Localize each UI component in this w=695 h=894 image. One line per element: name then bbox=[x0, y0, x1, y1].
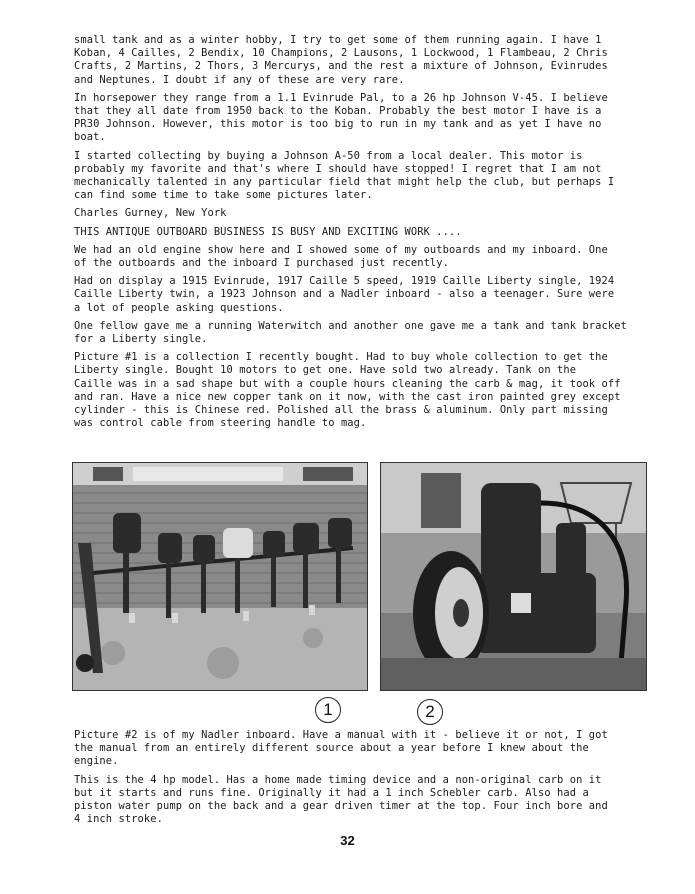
photo-nadler-inboard bbox=[380, 462, 647, 691]
paragraph: small tank and as a winter hobby, I try to get some of them running again. I have 1 Koban, 4 Cailles, 2 Bendix, 10 Champions, 2 Lausons, 1 Lockwood, 1 Flambeau, 2 Chris Crafts, 2 Martins, 2 Thors, 3 Mercurys, and the rest a mixture of Johnson, Evinrudes and Neptunes. I doubt if any of these are very rare. bbox=[74, 34, 608, 86]
paragraph: We had an old engine show here and I showed some of my outboards and my inboard. One of the outboards and the inboard I purchased just recently. bbox=[74, 243, 608, 270]
photo-outboard-collection bbox=[72, 462, 368, 691]
paragraph: This is the 4 hp model. Has a home made timing device and a non-original carb on it but it starts and runs fine. Originally it had a 1 inch Schebler carb. Also had a piston water pump on the back and a gear driven timer at the top. Four inch bore and 4 inch stroke. bbox=[74, 773, 608, 826]
paragraph: Had on display a 1915 Evinrude, 1917 Caille 5 speed, 1919 Caille Liberty single, 1924 Caille Liberty twin, a 1923 Johnson and a Nadler inboard - also a teenager. Sure were a lot of people asking questions. bbox=[74, 275, 615, 314]
paragraph: Picture #1 is a collection I recently bought. Had to buy whole collection to get the Liberty single. Bought 10 motors to get one. Have sold two already. Tank on the Caille was in a sad shape but with a couple hours cleaning the carb & mag, it took off and ran. Have a nice new copper tank on it now, with the cast iron painted grey except cylinder - this is Chinese red. Polished all the brass & aluminum. Only part missing was control cable from steering handle to mag. bbox=[74, 351, 621, 430]
page-number: 32 bbox=[340, 833, 355, 848]
article-body-top bbox=[74, 34, 634, 435]
author-signature: Charles Gurney, New York bbox=[74, 207, 227, 220]
photo-label-2: 2 bbox=[417, 699, 443, 725]
paragraph: Picture #2 is of my Nadler inboard. Have a manual with it - believe it or not, I got the manual from an entirely different source about a year before I knew about the engine. bbox=[74, 729, 608, 768]
paragraph: In horsepower they range from a 1.1 Evinrude Pal, to a 26 hp Johnson V-45. I believe that they all date from 1950 back to the Koban. Probably the best motor I have is a PR30 Johnson. However, this motor is too big to run in my tank and as yet I have no boat. bbox=[74, 91, 608, 144]
section-heading: THIS ANTIQUE OUTBOARD BUSINESS IS BUSY AND EXCITING WORK .... bbox=[74, 225, 462, 238]
photo-label-1: 1 bbox=[315, 697, 341, 723]
paragraph: I started collecting by buying a Johnson A-50 from a local dealer. This motor is probably my favorite and that's where I should have stopped! I regret that I am not mechanically talented in any particular field that might help the club, but perhaps I can find some time to take some pictures later. bbox=[74, 149, 615, 202]
article-body-bottom bbox=[74, 729, 634, 831]
paragraph: One fellow gave me a running Waterwitch and another one gave me a tank and tank bracket for a Liberty single. bbox=[74, 319, 627, 346]
